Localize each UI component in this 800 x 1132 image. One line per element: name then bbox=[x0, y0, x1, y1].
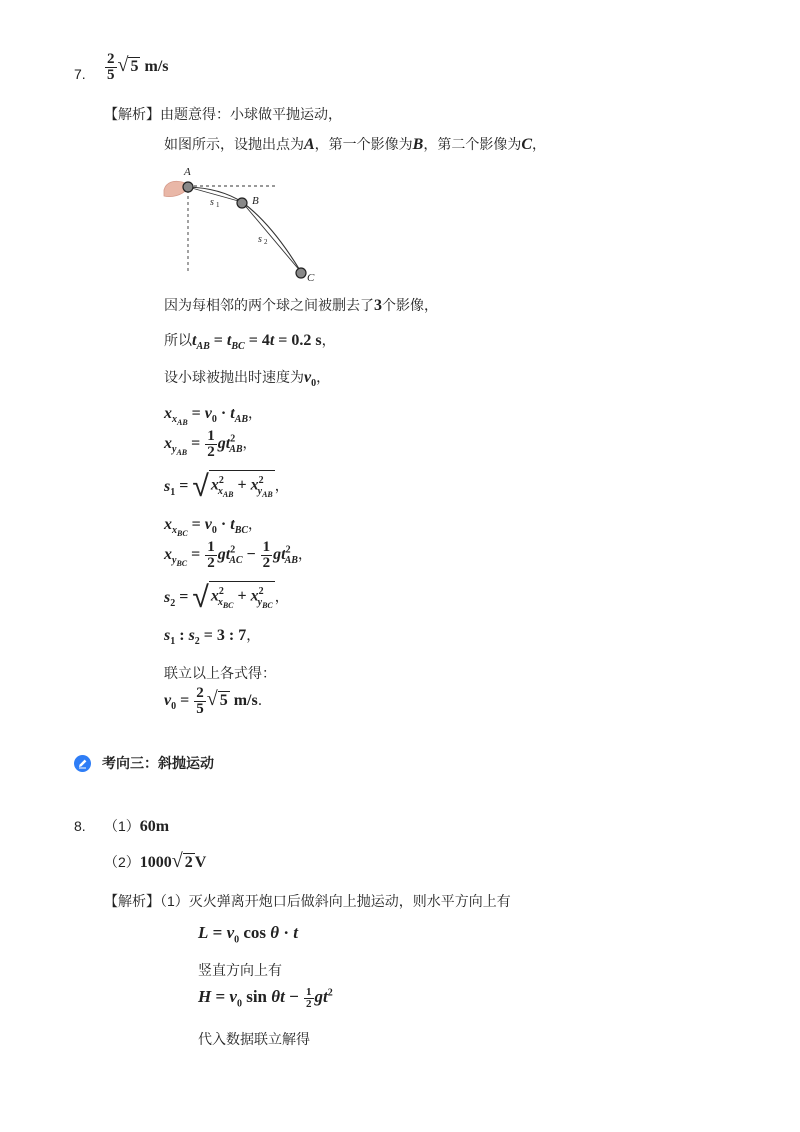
q7-number: 7. bbox=[74, 66, 86, 82]
q8-analysis-tag: 【解析】 bbox=[104, 893, 160, 909]
final-period: . bbox=[257, 693, 263, 710]
q7-conclusion: 联立以上各式得： bbox=[164, 665, 276, 681]
q7-v0-line: 设小球被抛出时速度为$v_0$， bbox=[164, 369, 331, 390]
eq-v0-final: $v_0$ = $\frac{2}{5}$ √ 5 m/s. bbox=[164, 685, 263, 717]
ball-c bbox=[296, 268, 306, 278]
eq-x-ybc: $x_{y_{BC}}$ = $\frac{1}{2}$ $gt^2_{AC}$ − $\frac{1}{2}$ $gt^2_{AB}$， bbox=[164, 539, 312, 571]
q7-answer: $\frac{2}{5}$ √ 5 m/s bbox=[107, 51, 169, 83]
ball-a bbox=[183, 182, 193, 192]
q8-part2-label: （2） bbox=[104, 854, 140, 870]
q7-time-line: 所以$t_{AB} = t_{BC} = 4t = 0.2$ s， bbox=[164, 332, 336, 353]
pencil-icon bbox=[74, 755, 91, 772]
projectile-figure bbox=[160, 162, 325, 287]
q7-v0-text: 设小球被抛出时速度为 bbox=[164, 369, 304, 385]
q7-fig-text-2: ，第一个影像为 bbox=[314, 136, 413, 152]
q8-analysis-line bbox=[104, 891, 511, 911]
q8-vertical-text: 竖直方向上有 bbox=[198, 962, 282, 978]
q7-fig-text-4: ， bbox=[532, 136, 547, 152]
q7-between-line bbox=[164, 295, 438, 315]
q8-part2-unit: V bbox=[194, 854, 207, 871]
chord-s2 bbox=[242, 202, 301, 272]
eq-x-xab: $x_{x_{AB}} = v_0 \cdot t_{AB}$， bbox=[164, 405, 263, 428]
q7-point-a: A bbox=[304, 136, 315, 153]
eq-s1: $s_1$ = √ $x^2_{x_{AB}} + x^2_{y_{AB}}$ ， bbox=[164, 470, 289, 503]
eq-x-yab: $x_{y_{AB}}$ = $\frac{1}{2}$ $gt^2_{AB}$， bbox=[164, 428, 257, 460]
q7-time-suffix: ， bbox=[321, 332, 336, 348]
q8-part1 bbox=[104, 816, 169, 836]
q7-figure-description bbox=[164, 134, 546, 154]
label-s1-sub: 1 bbox=[216, 201, 220, 209]
ratio-value: 3 : 7 bbox=[216, 627, 247, 644]
q8-part1-label: （1） bbox=[104, 818, 140, 834]
q7-analysis-tag: 【解析】 bbox=[104, 106, 160, 122]
fraction-2-over-5: $\frac{2}{5}$ bbox=[107, 51, 115, 83]
q8-part2-coef: 1000 bbox=[139, 854, 172, 871]
q8-analysis-text: （1）灭火弹离开炮口后做斜向上抛运动，则水平方向上有 bbox=[160, 893, 511, 909]
ball-b bbox=[237, 198, 247, 208]
q7-point-c: C bbox=[521, 136, 533, 153]
label-c: C bbox=[307, 272, 315, 284]
section3-heading bbox=[74, 753, 214, 773]
q7-time-value: 0.2 s bbox=[291, 332, 322, 349]
q7-between-text-2: 个影像， bbox=[382, 297, 438, 313]
q8-part2: （2）1000√ 2 V bbox=[104, 850, 207, 872]
q7-fig-text-3: ，第二个影像为 bbox=[423, 136, 522, 152]
q8-part1-answer: 60m bbox=[139, 818, 170, 835]
eq-horizontal: $L = v_0$ cos θ · t bbox=[198, 923, 299, 946]
q8-substitute-text: 代入数据联立解得 bbox=[198, 1031, 310, 1047]
label-a: A bbox=[184, 166, 191, 178]
q7-between-number: 3 bbox=[374, 297, 382, 314]
q7-fig-text-1: 如图所示，设抛出点为 bbox=[164, 136, 304, 152]
eq-s2: $s_2$ = √ $x^2_{x_{BC}} + x^2_{y_{BC}}$ ， bbox=[164, 581, 289, 614]
q7-point-b: B bbox=[412, 136, 424, 153]
section3-title: 考向三：斜抛运动 bbox=[102, 755, 214, 771]
eq-x-xbc: $x_{x_{BC}} = v_0 \cdot t_{BC}$， bbox=[164, 516, 263, 539]
label-s2-sub: 2 bbox=[264, 238, 268, 246]
q7-analysis-intro: 由题意得：小球做平抛运动， bbox=[160, 106, 342, 122]
label-s2: s bbox=[258, 234, 262, 245]
q8-part2-root: 2 bbox=[184, 854, 193, 871]
eq-ratio: $s_1$ : $s_2 = 3$ : 7， bbox=[164, 627, 261, 648]
q8-number: 8. bbox=[74, 818, 86, 834]
q7-answer-unit: m/s bbox=[144, 58, 169, 76]
label-s1: s bbox=[210, 197, 214, 208]
q7-v0-suffix: ， bbox=[316, 369, 331, 385]
q7-between-text-1: 因为每相邻的两个球之间被删去了 bbox=[164, 297, 374, 313]
q7-time-prefix: 所以 bbox=[164, 332, 192, 348]
chord-s1 bbox=[188, 187, 242, 202]
eq-vertical: $H = v_0$ sin θt − $\frac{1}{2}$ $gt^2$ bbox=[198, 986, 333, 1010]
label-b: B bbox=[252, 195, 259, 207]
q7-analysis-line bbox=[104, 104, 342, 124]
